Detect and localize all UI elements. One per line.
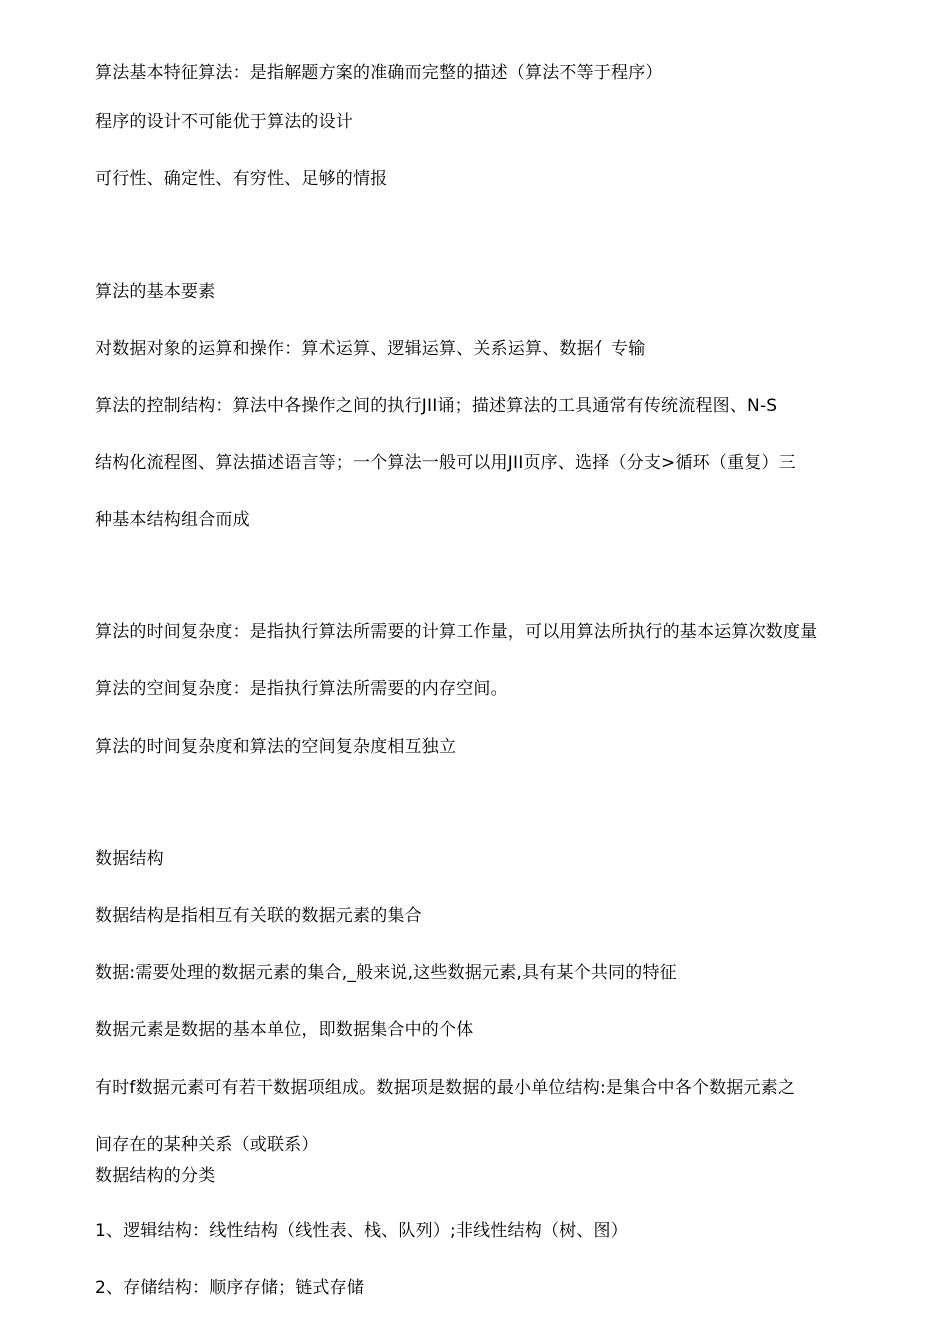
text-line-18: 数据结构的分类 xyxy=(95,1166,216,1186)
text-line-13: 数据结构是指相互有关联的数据元素的集合 xyxy=(95,906,422,926)
text-line-10: 算法的空间复杂度：是指执行算法所需要的内存空间。 xyxy=(95,679,508,699)
text-line-19: 1、逻辑结构：线性结构（线性表、栈、队列）;非线性结构（树、图） xyxy=(95,1221,628,1241)
text-line-20: 2、存储结构：顺序存储；链式存储 xyxy=(95,1278,365,1298)
text-line-5: 对数据对象的运算和操作：算术运算、逻辑运算、关系运算、数据亻专输 xyxy=(95,339,646,359)
text-line-2: 程序的设计不可能优于算法的设计 xyxy=(95,112,353,132)
section-heading-algorithm-elements: 算法的基本要素 xyxy=(95,282,216,302)
text-line-11: 算法的时间复杂度和算法的空间复杂度相互独立 xyxy=(95,737,457,757)
text-line-6: 算法的控制结构：算法中各操作之间的执行JII诵；描述算法的工具通常有传统流程图、N-S xyxy=(95,396,778,416)
text-line-7: 结构化流程图、算法描述语言等；一个算法一般可以用JII页序、选择（分支>循环（重复）三 xyxy=(95,453,796,473)
text-line-9: 算法的时间复杂度：是指执行算法所需要的计算工作量，可以用算法所执行的基本运算次数度量 xyxy=(95,622,818,642)
text-line-8: 种基本结构组合而成 xyxy=(95,510,250,530)
text-line-17: 间存在的某种关系（或联系） xyxy=(95,1135,319,1155)
text-line-1: 算法基本特征算法：是指解题方案的准确而完整的描述（算法不等于程序） xyxy=(95,63,663,83)
section-heading-data-structure: 数据结构 xyxy=(95,849,164,869)
text-line-16: 有时f数据元素可有若干数据项组成。数据项是数据的最小单位结构:是集合中各个数据元素之 xyxy=(95,1078,796,1098)
text-line-15: 数据元素是数据的基本单位，即数据集合中的个体 xyxy=(95,1020,474,1040)
text-line-14: 数据:需要处理的数据元素的集合,_般来说,这些数据元素,具有某个共同的特征 xyxy=(95,963,677,983)
text-line-3: 可行性、确定性、有穷性、足够的情报 xyxy=(95,169,388,189)
